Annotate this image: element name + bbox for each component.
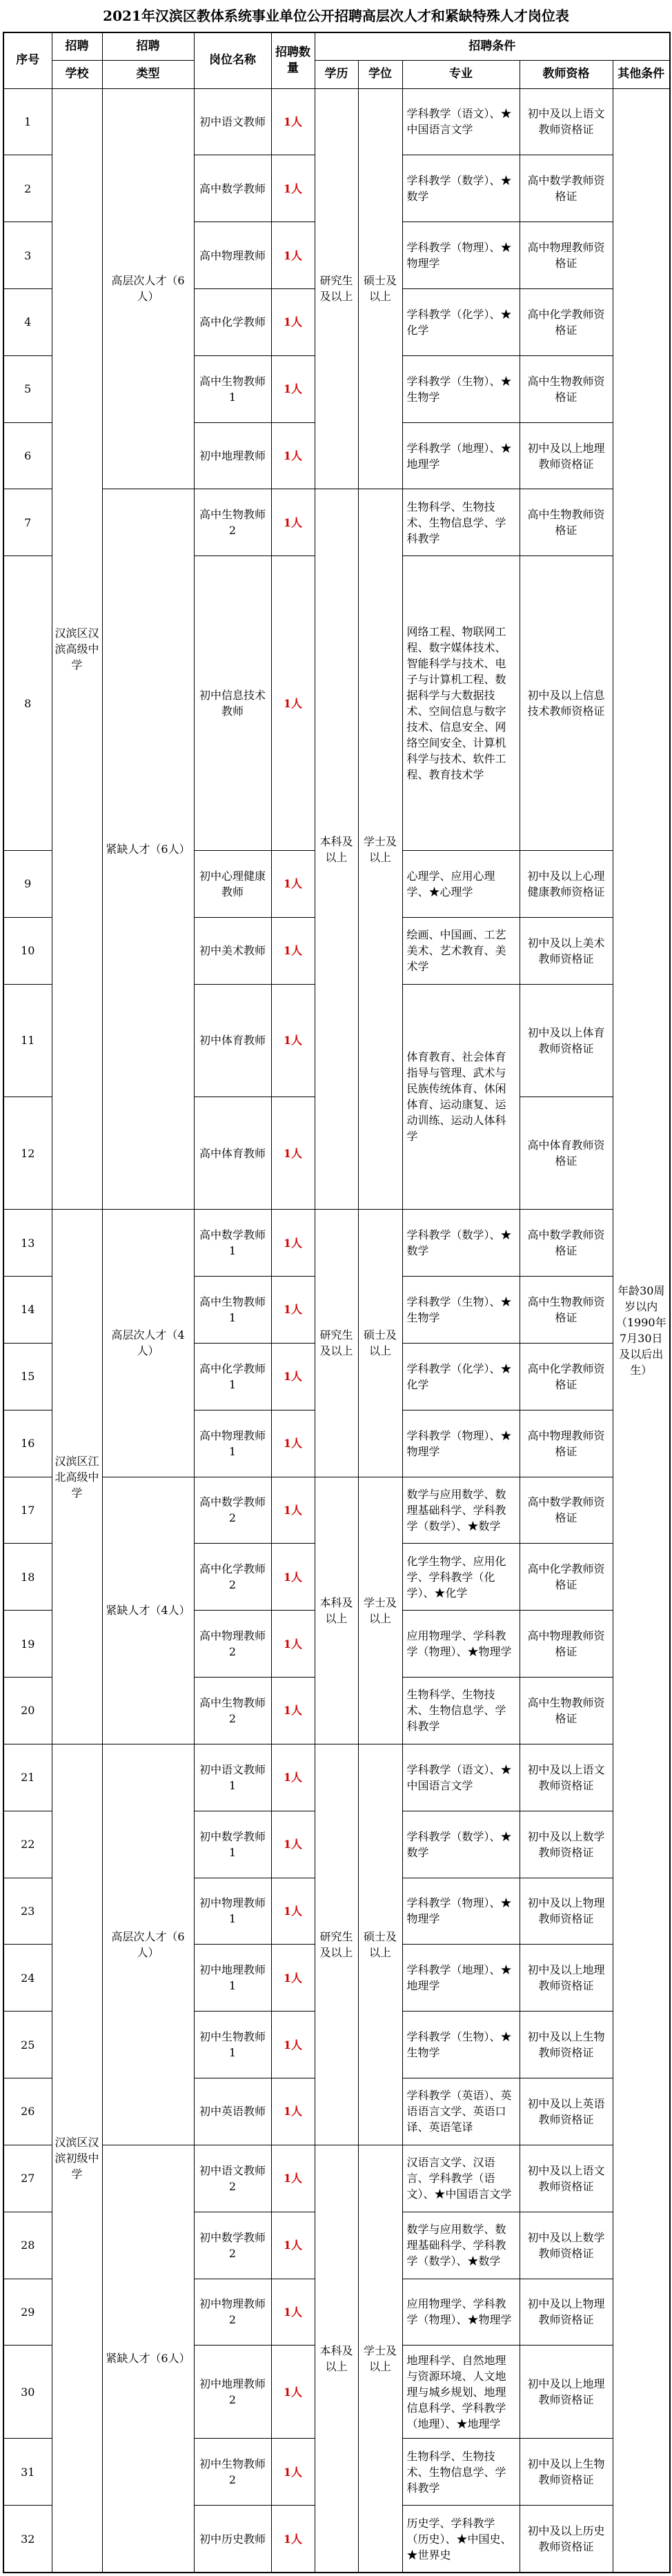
qualification-cell: 高中生物教师资格证 — [520, 1678, 613, 1744]
education-cell: 研究生及以上 — [315, 88, 358, 489]
seq-cell: 8 — [3, 556, 52, 851]
seq-cell: 15 — [3, 1343, 52, 1410]
table-row — [3, 2145, 670, 2212]
seq-cell: 6 — [3, 422, 52, 489]
major-cell: 网络工程、物联网工程、数字媒体技术、智能科学与技术、电子与计算机工程、数据科学与大数据技术、空间信息与数字技术、信息安全、网络空间安全、计算机科学与技术、软件工程、教育技术学 — [402, 556, 520, 851]
type-cell: 高层次人才（6人） — [102, 88, 194, 489]
page-title: 2021年汉滨区教体系统事业单位公开招聘高层次人才和紧缺特殊人才岗位表 — [103, 8, 569, 24]
quantity-cell: 1人 — [271, 1611, 315, 1678]
header-major: 专业 — [402, 60, 520, 88]
position-cell: 高中化学教师 — [194, 288, 271, 355]
header-qualification: 教师资格 — [520, 60, 613, 88]
position-cell: 初中物理教师1 — [194, 1878, 271, 1945]
qualification-cell: 初中及以上体育教师资格证 — [520, 984, 613, 1097]
seq-cell: 30 — [3, 2346, 52, 2439]
major-cell: 学科教学（语文）、★中国语言文学 — [402, 1744, 520, 1811]
seq-cell: 9 — [3, 851, 52, 918]
degree-cell: 学士及以上 — [358, 489, 402, 1210]
major-cell: 学科教学（物理）、★物理学 — [402, 1878, 520, 1945]
seq-cell: 3 — [3, 222, 52, 289]
quantity-cell: 1人 — [271, 88, 315, 155]
position-cell: 初中历史教师 — [194, 2506, 271, 2573]
major-cell: 生物科学、生物技术、生物信息学、学科教学 — [402, 2439, 520, 2506]
qualification-cell: 初中及以上信息技术教师资格证 — [520, 556, 613, 851]
header-position: 岗位名称 — [194, 32, 271, 88]
other-condition-cell: 年龄30周岁以内（1990年7月30日及以后出生） — [613, 88, 670, 2573]
table-row — [3, 1210, 670, 1277]
seq-cell: 17 — [3, 1477, 52, 1544]
qualification-cell: 高中体育教师资格证 — [520, 1097, 613, 1209]
quantity-cell: 1人 — [271, 1878, 315, 1945]
qualification-cell: 高中物理教师资格证 — [520, 1410, 613, 1477]
qualification-cell: 高中生物教师资格证 — [520, 489, 613, 556]
position-cell: 高中生物教师1 — [194, 355, 271, 422]
position-cell: 初中心理健康教师 — [194, 851, 271, 918]
major-cell: 数学与应用数学、数理基础科学、学科教学（数学）、★数学 — [402, 2212, 520, 2279]
quantity-cell: 1人 — [271, 288, 315, 355]
quantity-cell: 1人 — [271, 2346, 315, 2439]
education-cell: 本科及以上 — [315, 2145, 358, 2573]
quantity-cell: 1人 — [271, 1343, 315, 1410]
position-cell: 高中生物教师2 — [194, 489, 271, 556]
seq-cell: 32 — [3, 2506, 52, 2573]
major-cell: 历史学、学科教学（历史）、★中国史、★世界史 — [402, 2506, 520, 2573]
major-cell: 学科教学（生物）、★生物学 — [402, 1277, 520, 1344]
type-cell: 高层次人才（6人） — [102, 1744, 194, 2145]
quantity-cell: 1人 — [271, 917, 315, 984]
position-cell: 初中物理教师2 — [194, 2279, 271, 2346]
school-cell: 汉滨区汉滨高级中学 — [52, 88, 102, 1210]
seq-cell: 2 — [3, 155, 52, 222]
seq-cell: 19 — [3, 1611, 52, 1678]
major-cell: 生物科学、生物技术、生物信息学、学科教学 — [402, 1678, 520, 1744]
position-cell: 高中数学教师2 — [194, 1477, 271, 1544]
qualification-cell: 初中及以上美术教师资格证 — [520, 917, 613, 984]
position-cell: 高中生物教师2 — [194, 1678, 271, 1744]
qualification-cell: 初中及以上地理教师资格证 — [520, 1945, 613, 2012]
position-cell: 初中语文教师 — [194, 88, 271, 155]
table-row — [3, 1744, 670, 1811]
header-quantity: 招聘数量 — [271, 32, 315, 88]
major-cell: 生物科学、生物技术、生物信息学、学科教学 — [402, 489, 520, 556]
header-education: 学历 — [315, 60, 358, 88]
major-cell: 地理科学、自然地理与资源环境、人文地理与城乡规划、地理信息科学、学科教学（地理）、★地理学 — [402, 2346, 520, 2439]
quantity-cell: 1人 — [271, 222, 315, 289]
position-cell: 高中数学教师1 — [194, 1210, 271, 1277]
position-cell: 初中生物教师1 — [194, 2012, 271, 2078]
education-cell: 研究生及以上 — [315, 1744, 358, 2145]
qualification-cell: 高中数学教师资格证 — [520, 1477, 613, 1544]
major-cell: 化学生物学、应用化学、学科教学（化学）、★化学 — [402, 1544, 520, 1611]
qualification-cell: 初中及以上生物教师资格证 — [520, 2012, 613, 2078]
position-cell: 初中地理教师1 — [194, 1945, 271, 2012]
quantity-cell: 1人 — [271, 984, 315, 1097]
qualification-cell: 初中及以上英语教师资格证 — [520, 2078, 613, 2145]
header-seq: 序号 — [3, 32, 52, 88]
position-cell: 高中数学教师 — [194, 155, 271, 222]
seq-cell: 29 — [3, 2279, 52, 2346]
quantity-cell: 1人 — [271, 1744, 315, 1811]
seq-cell: 7 — [3, 489, 52, 556]
degree-cell: 硕士及以上 — [358, 88, 402, 489]
seq-cell: 18 — [3, 1544, 52, 1611]
major-cell: 学科教学（物理）、★物理学 — [402, 1410, 520, 1477]
quantity-cell: 1人 — [271, 1811, 315, 1878]
qualification-cell: 初中及以上语文教师资格证 — [520, 88, 613, 155]
quantity-cell: 1人 — [271, 2078, 315, 2145]
table-row — [3, 489, 670, 556]
major-cell: 学科教学（生物）、★生物学 — [402, 2012, 520, 2078]
education-cell: 本科及以上 — [315, 489, 358, 1210]
qualification-cell: 初中及以上语文教师资格证 — [520, 2145, 613, 2212]
major-cell: 汉语言文学、汉语言、学科教学（语文）、★中国语言文学 — [402, 2145, 520, 2212]
position-cell: 高中物理教师1 — [194, 1410, 271, 1477]
position-cell: 初中体育教师 — [194, 984, 271, 1097]
quantity-cell: 1人 — [271, 1097, 315, 1209]
qualification-cell: 高中化学教师资格证 — [520, 288, 613, 355]
quantity-cell: 1人 — [271, 155, 315, 222]
header-recruit-type: 招聘 — [102, 32, 194, 60]
qualification-cell: 初中及以上历史教师资格证 — [520, 2506, 613, 2573]
position-cell: 初中英语教师 — [194, 2078, 271, 2145]
header-degree: 学位 — [358, 60, 402, 88]
seq-cell: 28 — [3, 2212, 52, 2279]
qualification-cell: 高中物理教师资格证 — [520, 1611, 613, 1678]
table-row — [3, 1477, 670, 1544]
qualification-cell: 初中及以上地理教师资格证 — [520, 2346, 613, 2439]
qualification-cell: 高中化学教师资格证 — [520, 1343, 613, 1410]
major-cell: 学科教学（语文）、★中国语言文学 — [402, 88, 520, 155]
major-cell: 学科教学（化学）、★化学 — [402, 1343, 520, 1410]
seq-cell: 4 — [3, 288, 52, 355]
header-recruit-school: 招聘 — [52, 32, 102, 60]
major-cell: 学科教学（地理）、★地理学 — [402, 1945, 520, 2012]
quantity-cell: 1人 — [271, 489, 315, 556]
school-cell: 汉滨区江北高级中学 — [52, 1210, 102, 1744]
degree-cell: 硕士及以上 — [358, 1744, 402, 2145]
type-cell: 高层次人才（4人） — [102, 1210, 194, 1477]
major-cell: 体育教育、社会体育指导与管理、武术与民族传统体育、休闲体育、运动康复、运动训练、运动人体科学 — [402, 984, 520, 1210]
quantity-cell: 1人 — [271, 1544, 315, 1611]
position-cell: 高中物理教师 — [194, 222, 271, 289]
qualification-cell: 高中生物教师资格证 — [520, 1277, 613, 1344]
qualification-cell: 高中生物教师资格证 — [520, 355, 613, 422]
seq-cell: 21 — [3, 1744, 52, 1811]
header-other: 其他条件 — [613, 60, 670, 88]
major-cell: 学科教学（英语）、英语语言文学、英语口译、英语笔译 — [402, 2078, 520, 2145]
quantity-cell: 1人 — [271, 2279, 315, 2346]
quantity-cell: 1人 — [271, 1410, 315, 1477]
major-cell: 数学与应用数学、数理基础科学、学科教学（数学）、★数学 — [402, 1477, 520, 1544]
seq-cell: 11 — [3, 984, 52, 1097]
seq-cell: 12 — [3, 1097, 52, 1209]
seq-cell: 5 — [3, 355, 52, 422]
type-cell: 紧缺人才（4人） — [102, 1477, 194, 1744]
position-cell: 初中语文教师2 — [194, 2145, 271, 2212]
position-cell: 初中数学教师1 — [194, 1811, 271, 1878]
major-cell: 学科教学（地理）、★地理学 — [402, 422, 520, 489]
qualification-cell: 初中及以上数学教师资格证 — [520, 2212, 613, 2279]
quantity-cell: 1人 — [271, 2439, 315, 2506]
quantity-cell: 1人 — [271, 2145, 315, 2212]
type-cell: 紧缺人才（6人） — [102, 489, 194, 1210]
seq-cell: 22 — [3, 1811, 52, 1878]
position-cell: 高中生物教师1 — [194, 1277, 271, 1344]
quantity-cell: 1人 — [271, 1277, 315, 1344]
position-cell: 高中体育教师 — [194, 1097, 271, 1209]
seq-cell: 16 — [3, 1410, 52, 1477]
quantity-cell: 1人 — [271, 2212, 315, 2279]
qualification-cell: 高中物理教师资格证 — [520, 222, 613, 289]
qualification-cell: 高中化学教师资格证 — [520, 1544, 613, 1611]
qualification-cell: 高中数学教师资格证 — [520, 155, 613, 222]
header-conditions: 招聘条件 — [315, 32, 670, 60]
seq-cell: 14 — [3, 1277, 52, 1344]
quantity-cell: 1人 — [271, 1945, 315, 2012]
qualification-cell: 初中及以上物理教师资格证 — [520, 2279, 613, 2346]
qualification-cell: 初中及以上语文教师资格证 — [520, 1744, 613, 1811]
major-cell: 学科教学（物理）、★物理学 — [402, 222, 520, 289]
seq-cell: 10 — [3, 917, 52, 984]
quantity-cell: 1人 — [271, 2012, 315, 2078]
major-cell: 学科教学（数学）、★数学 — [402, 1811, 520, 1878]
seq-cell: 26 — [3, 2078, 52, 2145]
qualification-cell: 初中及以上生物教师资格证 — [520, 2439, 613, 2506]
position-cell: 初中语文教师1 — [194, 1744, 271, 1811]
quantity-cell: 1人 — [271, 851, 315, 918]
major-cell: 学科教学（生物）、★生物学 — [402, 355, 520, 422]
quantity-cell: 1人 — [271, 422, 315, 489]
position-cell: 初中数学教师2 — [194, 2212, 271, 2279]
education-cell: 本科及以上 — [315, 1477, 358, 1744]
position-cell: 初中生物教师2 — [194, 2439, 271, 2506]
seq-cell: 13 — [3, 1210, 52, 1277]
degree-cell: 硕士及以上 — [358, 1210, 402, 1477]
header-type: 类型 — [102, 60, 194, 88]
quantity-cell: 1人 — [271, 556, 315, 851]
major-cell: 学科教学（数学）、★数学 — [402, 1210, 520, 1277]
seq-cell: 31 — [3, 2439, 52, 2506]
position-cell: 高中化学教师1 — [194, 1343, 271, 1410]
qualification-cell: 初中及以上物理教师资格证 — [520, 1878, 613, 1945]
seq-cell: 23 — [3, 1878, 52, 1945]
seq-cell: 25 — [3, 2012, 52, 2078]
major-cell: 应用物理学、学科教学（物理）、★物理学 — [402, 2279, 520, 2346]
major-cell: 应用物理学、学科教学（物理）、★物理学 — [402, 1611, 520, 1678]
qualification-cell: 初中及以上数学教师资格证 — [520, 1811, 613, 1878]
major-cell: 学科教学（化学）、★化学 — [402, 288, 520, 355]
position-cell: 初中地理教师2 — [194, 2346, 271, 2439]
quantity-cell: 1人 — [271, 355, 315, 422]
type-cell: 紧缺人才（6人） — [102, 2145, 194, 2573]
position-cell: 初中美术教师 — [194, 917, 271, 984]
position-cell: 高中物理教师2 — [194, 1611, 271, 1678]
major-cell: 学科教学（数学）、★数学 — [402, 155, 520, 222]
seq-cell: 24 — [3, 1945, 52, 2012]
qualification-cell: 初中及以上地理教师资格证 — [520, 422, 613, 489]
seq-cell: 20 — [3, 1678, 52, 1744]
major-cell: 心理学、应用心理学、★心理学 — [402, 851, 520, 918]
school-cell: 汉滨区汉滨初级中学 — [52, 1744, 102, 2573]
degree-cell: 学士及以上 — [358, 1477, 402, 1744]
seq-cell: 1 — [3, 88, 52, 155]
recruitment-table — [3, 32, 671, 2573]
degree-cell: 学士及以上 — [358, 2145, 402, 2573]
quantity-cell: 1人 — [271, 1678, 315, 1744]
table-row — [3, 88, 670, 155]
quantity-cell: 1人 — [271, 1210, 315, 1277]
major-cell: 绘画、中国画、工艺美术、艺术教育、美术学 — [402, 917, 520, 984]
position-cell: 初中地理教师 — [194, 422, 271, 489]
quantity-cell: 1人 — [271, 1477, 315, 1544]
quantity-cell: 1人 — [271, 2506, 315, 2573]
qualification-cell: 初中及以上心理健康教师资格证 — [520, 851, 613, 918]
qualification-cell: 高中数学教师资格证 — [520, 1210, 613, 1277]
seq-cell: 27 — [3, 2145, 52, 2212]
position-cell: 高中化学教师2 — [194, 1544, 271, 1611]
position-cell: 初中信息技术教师 — [194, 556, 271, 851]
header-school: 学校 — [52, 60, 102, 88]
education-cell: 研究生及以上 — [315, 1210, 358, 1477]
